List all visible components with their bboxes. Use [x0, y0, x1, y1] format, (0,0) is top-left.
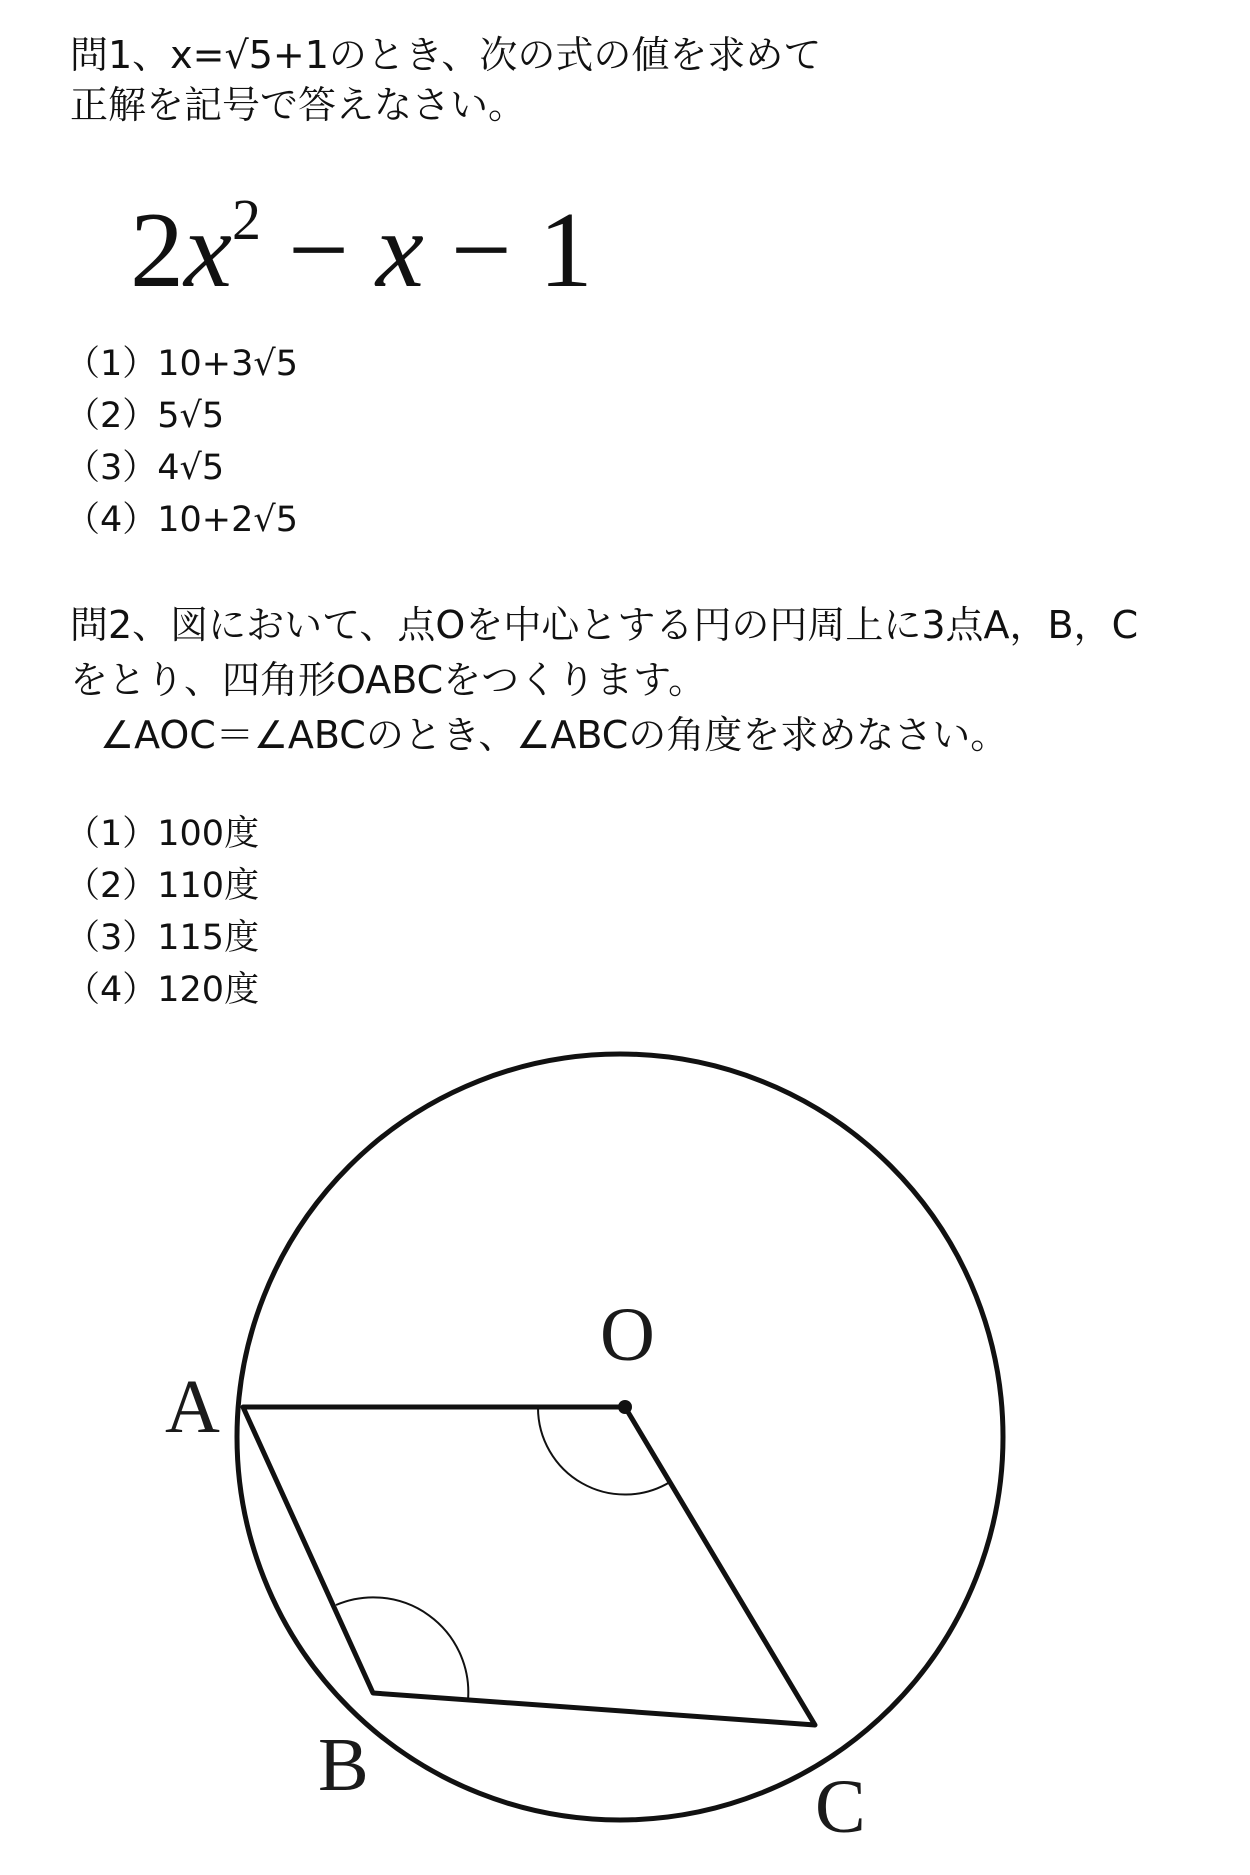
q1-options [65, 338, 298, 546]
label-o: O [600, 1293, 655, 1377]
label-a: A [165, 1365, 220, 1449]
formula-constant: 1 [538, 191, 593, 310]
label-c: C [815, 1765, 866, 1849]
quadrilateral-oabc [243, 1407, 815, 1725]
circle-figure [0, 1020, 1250, 1875]
q1-option: （1）10+3√5 [65, 344, 298, 384]
q1-option: （4）10+2√5 [65, 500, 298, 540]
q2-text-line1: 問2、図において、点Oを中心とする円の円周上に3点A，B，C [70, 603, 1139, 647]
formula-operator: − [260, 191, 376, 310]
angle-abc-arc [336, 1597, 468, 1700]
q1-text-line2: 正解を記号で答えなさい。 [70, 83, 527, 127]
formula-variable: x [184, 191, 232, 310]
formula-operator: − [423, 191, 539, 310]
q2-text-line2: をとり、四角形OABCをつくります。 [70, 658, 707, 702]
q1-text-line1: 問1、x=√5+1のとき、次の式の値を求めて [70, 33, 822, 77]
formula-coefficient: 2 [130, 191, 184, 310]
q1-formula [130, 170, 593, 311]
q2-option: （3）115度 [65, 918, 260, 958]
formula-exponent: 2 [231, 187, 261, 252]
q2-option: （4）120度 [65, 970, 260, 1010]
q2-options [65, 808, 259, 1016]
circle [237, 1054, 1003, 1820]
q1-option: （3）4√5 [65, 448, 225, 488]
formula-variable: x [375, 191, 424, 310]
q1-option: （2）5√5 [65, 396, 225, 436]
center-point-o [618, 1400, 632, 1414]
q2-option: （2）110度 [65, 866, 260, 906]
q2-text-line3: ∠AOC＝∠ABCのとき、∠ABCの角度を求めなさい。 [100, 713, 1009, 757]
q2-option: （1）100度 [65, 814, 260, 854]
label-b: B [318, 1723, 369, 1807]
